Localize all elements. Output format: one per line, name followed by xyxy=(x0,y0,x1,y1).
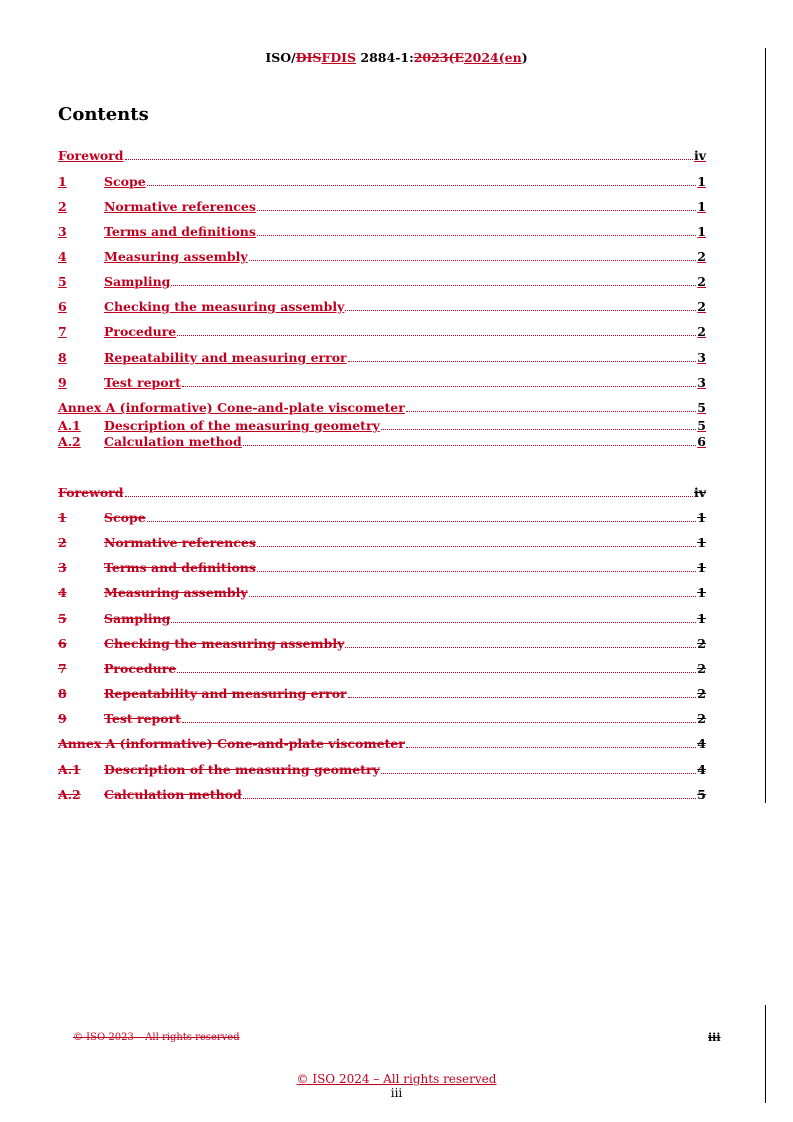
toc-entry-number: 3 xyxy=(58,224,67,239)
toc-leader-dots xyxy=(381,773,696,774)
toc-entry-label: Foreword xyxy=(58,148,124,163)
toc-entry[interactable] xyxy=(58,636,706,652)
toc-entry-label: Checking the measuring assembly xyxy=(104,299,345,314)
toc-entry-page: 5 xyxy=(697,787,706,802)
toc-entry-label: Normative references xyxy=(104,535,256,550)
toc-entry-page: 1 xyxy=(697,560,706,575)
toc-leader-dots xyxy=(345,647,696,648)
toc-entry-number: 7 xyxy=(58,661,67,676)
toc-entry-number: 9 xyxy=(58,375,67,390)
toc-entry-label: Terms and definitions xyxy=(104,224,256,239)
toc-leader-dots xyxy=(171,622,696,623)
toc-entry-page: 1 xyxy=(697,510,706,525)
toc-entry[interactable] xyxy=(58,736,706,752)
toc-entry-page: 1 xyxy=(697,585,706,600)
toc-leader-dots xyxy=(257,571,696,572)
toc-entry[interactable] xyxy=(58,224,706,240)
toc-entry-label: Foreword xyxy=(58,485,124,500)
toc-entry-page: 1 xyxy=(697,535,706,550)
toc-entry-page: 4 xyxy=(697,762,706,777)
toc-entry-number: 8 xyxy=(58,350,67,365)
toc-entry-page: 2 xyxy=(697,636,706,651)
toc-leader-dots xyxy=(249,260,697,261)
page-title: Contents xyxy=(58,104,149,125)
toc-leader-dots xyxy=(406,747,696,748)
toc-entry[interactable] xyxy=(58,686,706,702)
toc-entry-page: 5 xyxy=(697,418,706,433)
toc-entry[interactable] xyxy=(58,762,706,778)
toc-leader-dots xyxy=(177,335,696,336)
toc-entry-page: 2 xyxy=(697,686,706,701)
toc-entry-number: 1 xyxy=(58,174,67,189)
toc-entry-number: 8 xyxy=(58,686,67,701)
toc-entry-page: 2 xyxy=(697,274,706,289)
toc-entry-label: Test report xyxy=(104,375,181,390)
toc-entry[interactable] xyxy=(58,324,706,340)
toc-entry-number: 4 xyxy=(58,249,67,264)
toc-entry-page: 2 xyxy=(697,711,706,726)
change-bar-top xyxy=(765,48,766,803)
toc-entry-number: 3 xyxy=(58,560,67,575)
toc-entry-label: Repeatability and measuring error xyxy=(104,350,347,365)
header-inserted-1: FDIS xyxy=(321,50,357,65)
toc-entry-label: Procedure xyxy=(104,661,177,676)
toc-leader-dots xyxy=(345,310,696,311)
toc-entry-number: 5 xyxy=(58,274,67,289)
toc-entry[interactable] xyxy=(58,485,706,501)
toc-entry-page: 3 xyxy=(697,375,706,390)
toc-entry-label: Annex A (informative) Cone-and-plate viscometer xyxy=(58,736,405,751)
footer xyxy=(0,1072,793,1100)
toc-entry-label: Description of the measuring geometry xyxy=(104,762,380,777)
toc-entry-number: A.2 xyxy=(58,434,81,449)
footer-old-copyright: © ISO 2023 – All rights reserved xyxy=(73,1032,240,1043)
toc-entry-number: A.1 xyxy=(58,418,81,433)
toc-entry-page: 3 xyxy=(697,350,706,365)
toc-entry[interactable] xyxy=(58,711,706,727)
toc-entry-page: 6 xyxy=(697,434,706,449)
header-deleted-2: 2023(E xyxy=(413,50,464,65)
toc-entry[interactable] xyxy=(58,585,706,601)
toc-entry-page: 1 xyxy=(697,174,706,189)
toc-entry-label: Normative references xyxy=(104,199,256,214)
toc-entry-label: Test report xyxy=(104,711,181,726)
toc-entry[interactable] xyxy=(58,787,706,803)
toc-entry[interactable] xyxy=(58,148,706,164)
toc-entry-label: Sampling xyxy=(104,274,171,289)
toc-leader-dots xyxy=(243,445,697,446)
toc-entry[interactable] xyxy=(58,560,706,576)
header-deleted-1: DIS xyxy=(295,50,322,65)
toc-entry-number: A.1 xyxy=(58,762,81,777)
toc-entry-number: 7 xyxy=(58,324,67,339)
toc-entry[interactable] xyxy=(58,199,706,215)
toc-entry-page: 5 xyxy=(697,400,706,415)
toc-entry-label: Checking the measuring assembly xyxy=(104,636,345,651)
toc-leader-dots xyxy=(125,496,693,497)
toc-entry[interactable] xyxy=(58,299,706,315)
toc-entry-number: 9 xyxy=(58,711,67,726)
toc-entry-label: Terms and definitions xyxy=(104,560,256,575)
toc-entry-label: Annex A (informative) Cone-and-plate viscometer xyxy=(58,400,405,415)
toc-entry-label: Measuring assembly xyxy=(104,249,248,264)
toc-entry-label: Calculation method xyxy=(104,787,242,802)
toc-entry-page: iv xyxy=(693,485,706,500)
toc-entry-label: Procedure xyxy=(104,324,177,339)
toc-leader-dots xyxy=(381,429,696,430)
toc-entry-number: 2 xyxy=(58,535,67,550)
toc-entry-number: 6 xyxy=(58,636,67,651)
toc-entry-page: 1 xyxy=(697,199,706,214)
document-header xyxy=(0,50,793,65)
toc-leader-dots xyxy=(348,697,697,698)
toc-entry-page: 2 xyxy=(697,249,706,264)
toc-entry[interactable] xyxy=(58,434,706,450)
toc-entry-label: Scope xyxy=(104,174,146,189)
toc-leader-dots xyxy=(147,521,697,522)
toc-entry-label: Description of the measuring geometry xyxy=(104,418,380,433)
toc-entry-page: 4 xyxy=(697,736,706,751)
toc-leader-dots xyxy=(171,285,696,286)
toc-entry[interactable] xyxy=(58,274,706,290)
toc-entry[interactable] xyxy=(58,174,706,190)
toc-entry[interactable] xyxy=(58,661,706,677)
toc-entry-page: iv xyxy=(693,148,706,163)
toc-entry-label: Scope xyxy=(104,510,146,525)
toc-entry[interactable] xyxy=(58,611,706,627)
toc-entry-number: 4 xyxy=(58,585,67,600)
toc-entry-page: 1 xyxy=(697,611,706,626)
toc-entry-number: 1 xyxy=(58,510,67,525)
toc-entry[interactable] xyxy=(58,400,706,416)
toc-entry[interactable] xyxy=(58,350,706,366)
header-inserted-2: 2024(en xyxy=(463,50,522,65)
header-suffix: ) xyxy=(521,50,528,65)
footer-page-number: iii xyxy=(390,1086,403,1100)
toc-entry[interactable] xyxy=(58,535,706,551)
toc-leader-dots xyxy=(257,210,696,211)
toc-leader-dots xyxy=(125,159,693,160)
toc-entry-label: Calculation method xyxy=(104,434,242,449)
toc-entry[interactable] xyxy=(58,510,706,526)
toc-entry-number: 5 xyxy=(58,611,67,626)
toc-leader-dots xyxy=(257,546,696,547)
toc-leader-dots xyxy=(406,411,696,412)
toc-leader-dots xyxy=(147,185,697,186)
toc-entry-page: 2 xyxy=(697,299,706,314)
toc-leader-dots xyxy=(182,386,696,387)
toc-entry-page: 1 xyxy=(697,224,706,239)
toc-entry-page: 2 xyxy=(697,661,706,676)
header-middle: 2884-1: xyxy=(356,50,414,65)
toc-leader-dots xyxy=(177,672,696,673)
toc-entry-label: Measuring assembly xyxy=(104,585,248,600)
footer-copyright: © ISO 2024 – All rights reserved xyxy=(296,1072,497,1086)
toc-leader-dots xyxy=(249,596,697,597)
toc-leader-dots xyxy=(182,722,696,723)
toc-entry[interactable] xyxy=(58,249,706,265)
toc-entry-number: 6 xyxy=(58,299,67,314)
toc-entry-number: 2 xyxy=(58,199,67,214)
toc-entry-number: A.2 xyxy=(58,787,81,802)
toc-leader-dots xyxy=(257,235,696,236)
footer-old-page: iii xyxy=(708,1031,721,1044)
toc-entry-label: Sampling xyxy=(104,611,171,626)
toc-entry-label: Repeatability and measuring error xyxy=(104,686,347,701)
toc-leader-dots xyxy=(348,361,697,362)
toc-leader-dots xyxy=(243,798,697,799)
header-prefix: ISO/ xyxy=(265,50,296,65)
toc-entry[interactable] xyxy=(58,418,706,434)
toc-entry-page: 2 xyxy=(697,324,706,339)
toc-entry[interactable] xyxy=(58,375,706,391)
